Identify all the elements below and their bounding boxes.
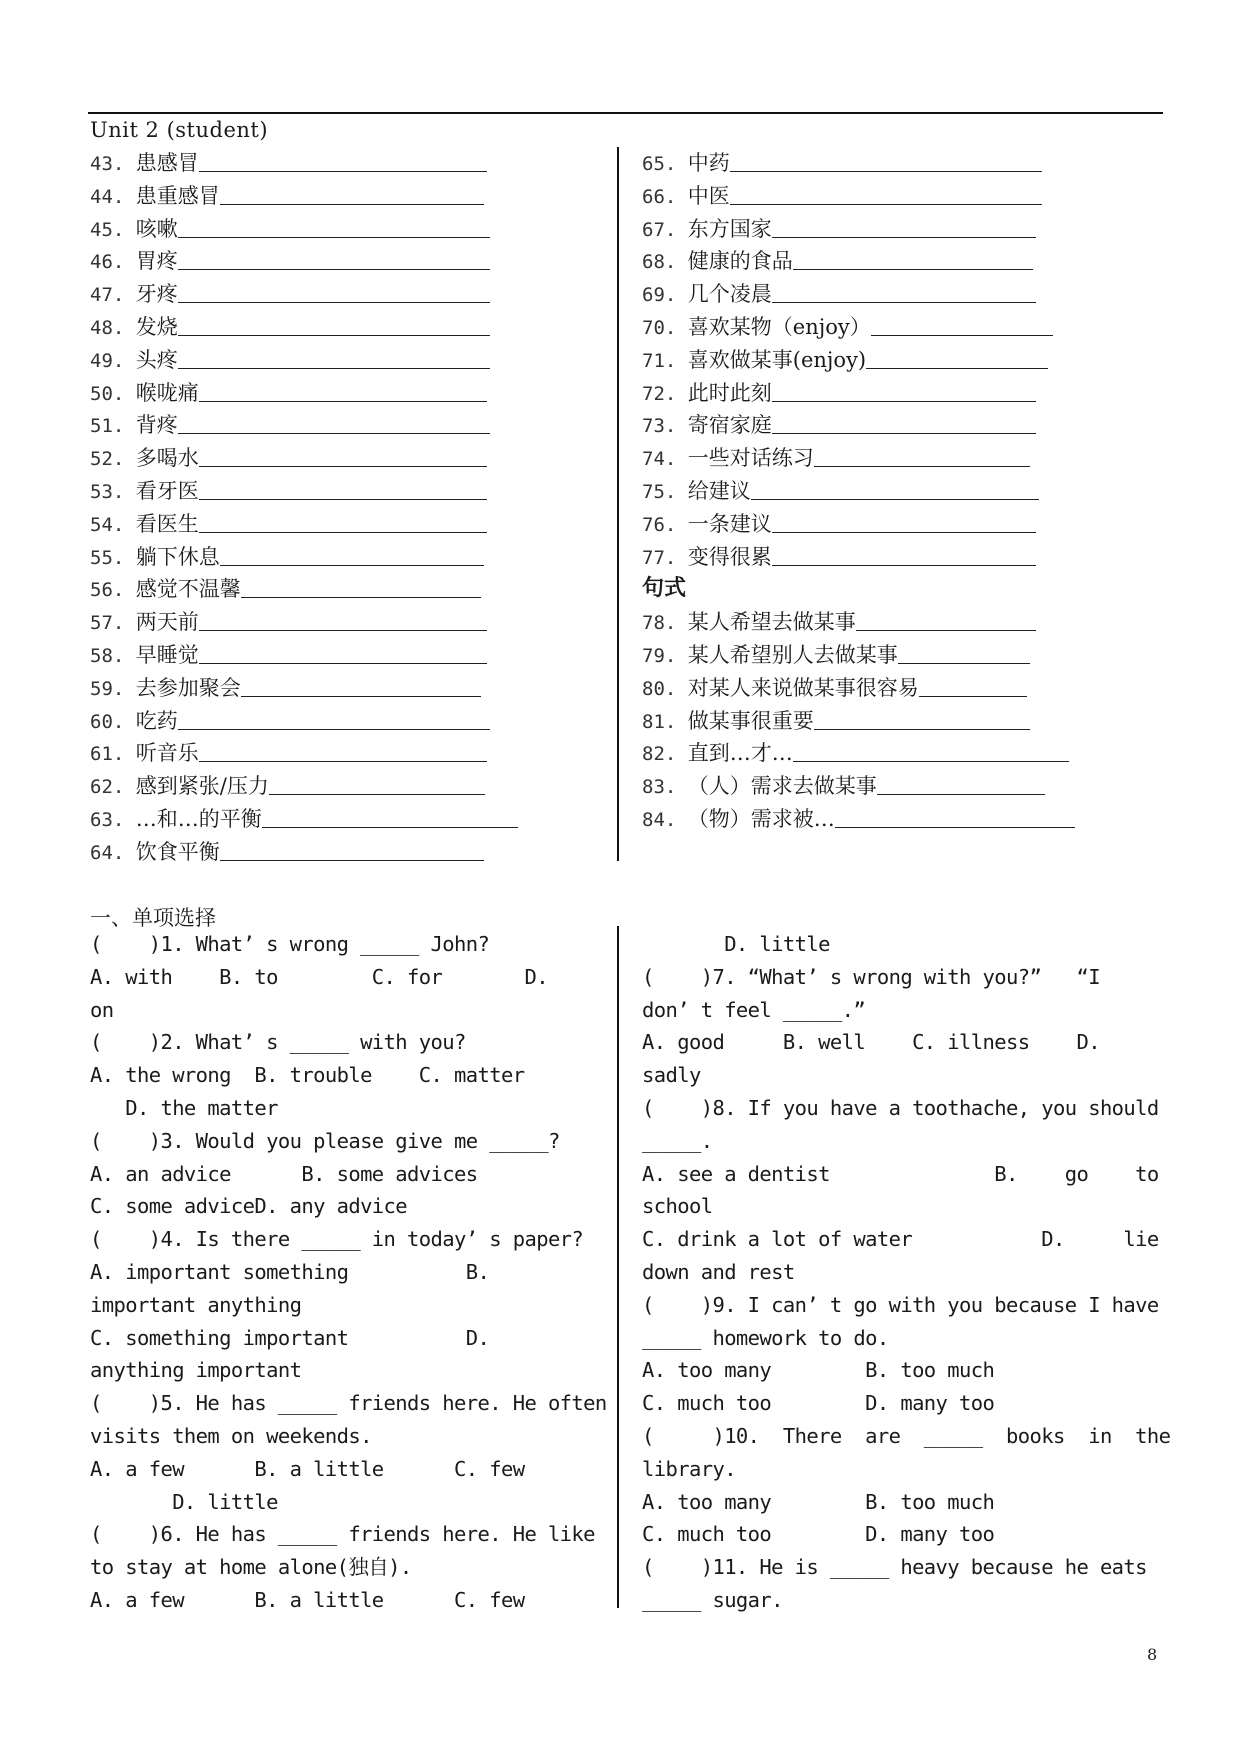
mc-left-column [90, 928, 607, 1617]
item-prompt: 早睡觉 [135, 642, 199, 667]
answer-blank[interactable] [178, 346, 490, 369]
item-prompt: 多喝水 [135, 446, 199, 471]
vocab-item [90, 278, 518, 311]
question-line: to stay at home alone(独自). [90, 1555, 412, 1580]
vocab-item [90, 639, 518, 672]
question-line: C. drink a lot of water D. lie [642, 1227, 1159, 1252]
answer-blank[interactable] [772, 215, 1036, 238]
answer-blank[interactable] [199, 510, 487, 533]
question-line: D. little [90, 1489, 278, 1514]
item-number: 45. [90, 218, 136, 241]
item-prompt: 某人希望别人去做某事 [687, 642, 898, 667]
question-line: ( )3. Would you please give me _____? [90, 1128, 560, 1153]
item-prompt: 牙疼 [135, 282, 178, 307]
answer-blank[interactable] [220, 543, 484, 566]
vocab-item [642, 737, 1075, 770]
question-line: ( )2. What’ s _____ with you? [90, 1030, 466, 1055]
answer-blank[interactable] [262, 805, 518, 828]
item-prompt: 对某人来说做某事很容易 [687, 675, 919, 700]
item-number: 73. [642, 415, 688, 438]
question-line: C. much too D. many too [642, 1522, 995, 1547]
answer-blank[interactable] [793, 247, 1033, 270]
answer-blank[interactable] [814, 707, 1030, 730]
vocab-item [90, 311, 518, 344]
answer-blank[interactable] [772, 510, 1036, 533]
question-line: library. [642, 1456, 736, 1481]
item-prompt: 躺下休息 [135, 544, 220, 569]
vocab-item [642, 672, 1075, 705]
item-number: 71. [642, 349, 688, 372]
page-number: 8 [1147, 1645, 1158, 1664]
vocab-item [642, 803, 1075, 836]
item-prompt: 喉咙痛 [135, 380, 199, 405]
vocab-item [642, 508, 1075, 541]
question-line: A. too many B. too much [642, 1489, 995, 1514]
question-line: ( )11. He is _____ heavy because he eats [642, 1555, 1147, 1580]
answer-blank[interactable] [241, 674, 481, 697]
question-line: _____ sugar. [642, 1587, 783, 1612]
vocab-item [642, 541, 1075, 574]
answer-blank[interactable] [866, 346, 1048, 369]
item-number: 58. [90, 644, 136, 667]
item-number: 70. [642, 316, 688, 339]
vocab-item [642, 606, 1075, 639]
answer-blank[interactable] [772, 411, 1036, 434]
vocab-item [90, 705, 518, 738]
item-number: 59. [90, 677, 136, 700]
item-prompt: 中药 [687, 151, 730, 175]
question-line: on [90, 997, 114, 1022]
vocab-item [90, 737, 518, 770]
item-number: 67. [642, 218, 688, 241]
answer-blank[interactable] [772, 543, 1036, 566]
vocab-right-column [642, 147, 1075, 836]
item-number: 48. [90, 316, 136, 339]
item-prompt: 咳嗽 [135, 216, 178, 241]
unit-title: Unit 2 (student) [90, 118, 269, 142]
item-prompt: 患重感冒 [135, 183, 220, 208]
question-line: ( )6. He has _____ friends here. He like [90, 1522, 595, 1547]
answer-blank[interactable] [178, 313, 490, 336]
item-prompt: 看医生 [135, 511, 199, 536]
item-number: 57. [90, 612, 136, 635]
item-number: 47. [90, 284, 136, 307]
item-prompt: …和…的平衡 [135, 806, 262, 831]
answer-blank[interactable] [178, 707, 490, 730]
vocab-item [642, 245, 1075, 278]
answer-blank[interactable] [199, 149, 487, 172]
vocab-item [90, 541, 518, 574]
question-line: A. important something B. [90, 1259, 490, 1284]
item-number: 56. [90, 579, 136, 602]
answer-blank[interactable] [877, 772, 1045, 795]
answer-blank[interactable] [751, 477, 1039, 500]
question-line: down and rest [642, 1259, 795, 1284]
item-number: 68. [642, 251, 688, 274]
vocab-item [90, 475, 518, 508]
item-prompt: 喜欢某物（enjoy） [687, 314, 871, 339]
vocab-item [90, 377, 518, 410]
item-number: 61. [90, 743, 136, 766]
item-number: 54. [90, 513, 136, 536]
question-line: _____. [642, 1128, 713, 1153]
answer-blank[interactable] [835, 805, 1075, 828]
question-line: A. a few B. a little C. few [90, 1456, 525, 1481]
answer-blank[interactable] [730, 182, 1042, 205]
vocab-item [642, 442, 1075, 475]
question-line: ( )7. “What’ s wrong with you?” “I [642, 964, 1100, 989]
question-line: important anything [90, 1292, 302, 1317]
question-line: don’ t feel _____.” [642, 997, 866, 1022]
vocab-item [90, 508, 518, 541]
vocab-item [90, 213, 518, 246]
item-prompt: 健康的食品 [687, 249, 793, 274]
item-number: 83. [642, 776, 688, 799]
item-number: 62. [90, 776, 136, 799]
vocab-item [642, 180, 1075, 213]
item-number: 65. [642, 153, 688, 175]
item-prompt: 头疼 [135, 347, 178, 372]
question-line: D. little [642, 932, 830, 956]
question-line: C. some adviceD. any advice [90, 1194, 408, 1219]
question-line: ( )4. Is there _____ in today’ s paper? [90, 1227, 584, 1252]
answer-blank[interactable] [898, 641, 1030, 664]
answer-blank[interactable] [220, 182, 484, 205]
vocab-item [642, 147, 1075, 180]
item-prompt: 听音乐 [135, 741, 199, 766]
question-line: C. much too D. many too [642, 1391, 995, 1416]
vocab-item [90, 770, 518, 803]
item-prompt: （物）需求被… [687, 806, 835, 831]
answer-blank[interactable] [919, 674, 1027, 697]
item-prompt: 中医 [687, 183, 730, 208]
item-number: 69. [642, 284, 688, 307]
vocab-item [90, 344, 518, 377]
item-number: 60. [90, 710, 136, 733]
vocab-item [642, 639, 1075, 672]
section-title: 一、单项选择 [90, 906, 216, 930]
vocab-item [642, 475, 1075, 508]
vocab-item [642, 770, 1075, 803]
answer-blank[interactable] [199, 739, 487, 762]
item-prompt: 一条建议 [687, 511, 772, 536]
question-line: _____ homework to do. [642, 1325, 889, 1350]
vocab-item [90, 836, 518, 869]
answer-blank[interactable] [871, 313, 1053, 336]
answer-blank[interactable] [199, 477, 487, 500]
question-line: C. something important D. [90, 1325, 490, 1350]
question-line: A. with B. to C. for D. [90, 964, 548, 989]
question-line: A. too many B. too much [642, 1358, 995, 1383]
item-prompt: 饮食平衡 [135, 839, 220, 864]
question-line: A. an advice B. some advices [90, 1161, 478, 1186]
vocab-item [642, 213, 1075, 246]
answer-blank[interactable] [730, 149, 1042, 172]
answer-blank[interactable] [199, 379, 487, 402]
question-line: visits them on weekends. [90, 1423, 372, 1448]
question-line: ( )5. He has _____ friends here. He often [90, 1391, 607, 1416]
item-number: 74. [642, 448, 688, 471]
item-number: 80. [642, 677, 688, 700]
question-line: D. the matter [90, 1095, 278, 1120]
item-number: 55. [90, 546, 136, 569]
vocab-item [642, 278, 1075, 311]
item-number: 66. [642, 185, 688, 208]
item-prompt: 直到…才… [687, 741, 793, 766]
answer-blank[interactable] [199, 641, 487, 664]
item-prompt: 患感冒 [135, 151, 199, 175]
question-line: school [642, 1194, 713, 1219]
item-prompt: 变得很累 [687, 544, 772, 569]
answer-blank[interactable] [772, 280, 1036, 303]
answer-blank[interactable] [178, 280, 490, 303]
item-number: 53. [90, 480, 136, 503]
answer-blank[interactable] [178, 411, 490, 434]
vocab-item [90, 803, 518, 836]
question-line: anything important [90, 1358, 302, 1383]
question-line: A. see a dentist B. go to [642, 1161, 1159, 1186]
item-prompt: 东方国家 [687, 216, 772, 241]
item-number: 78. [642, 612, 688, 635]
answer-blank[interactable] [199, 608, 487, 631]
item-number: 76. [642, 513, 688, 536]
item-prompt: 几个凌晨 [687, 282, 772, 307]
item-number: 79. [642, 644, 688, 667]
item-number: 43. [90, 153, 136, 175]
item-number: 75. [642, 480, 688, 503]
item-number: 84. [642, 808, 688, 831]
item-number: 50. [90, 382, 136, 405]
item-prompt: 做某事很重要 [687, 708, 814, 733]
vocab-item [90, 147, 518, 180]
item-prompt: 感到紧张/压力 [135, 774, 269, 799]
question-line: sadly [642, 1063, 701, 1088]
item-number: 72. [642, 382, 688, 405]
item-prompt: 感觉不温馨 [135, 577, 241, 602]
item-number: 82. [642, 743, 688, 766]
answer-blank[interactable] [814, 444, 1030, 467]
question-line: A. a few B. a little C. few [90, 1587, 525, 1612]
column-divider-top [617, 147, 619, 861]
item-prompt: 此时此刻 [687, 380, 772, 405]
question-line: ( )8. If you have a toothache, you should [642, 1095, 1159, 1120]
item-number: 49. [90, 349, 136, 372]
item-number: 52. [90, 448, 136, 471]
vocab-item [642, 311, 1075, 344]
vocab-item [90, 672, 518, 705]
answer-blank[interactable] [220, 838, 484, 861]
item-prompt: 某人希望去做某事 [687, 610, 856, 635]
item-number: 46. [90, 251, 136, 274]
vocab-item [642, 377, 1075, 410]
answer-blank[interactable] [241, 575, 481, 598]
item-number: 63. [90, 808, 136, 831]
answer-blank[interactable] [772, 379, 1036, 402]
item-prompt: 吃药 [135, 708, 178, 733]
top-rule [88, 112, 1163, 114]
item-prompt: 寄宿家庭 [687, 413, 772, 438]
column-divider-bottom [617, 926, 619, 1608]
question-line: ( )1. What’ s wrong _____ John? [90, 932, 490, 956]
item-prompt: 背疼 [135, 413, 178, 438]
vocab-left-column [90, 147, 518, 869]
answer-blank[interactable] [178, 247, 490, 270]
answer-blank[interactable] [856, 608, 1036, 631]
item-number: 64. [90, 841, 136, 864]
item-prompt: 发烧 [135, 314, 178, 339]
item-number: 77. [642, 546, 688, 569]
sentence-heading: 句式 [642, 576, 687, 602]
item-prompt: （人）需求去做某事 [687, 774, 877, 799]
answer-blank[interactable] [793, 739, 1069, 762]
item-number: 44. [90, 185, 136, 208]
item-prompt: 给建议 [687, 478, 751, 503]
question-line: ( )10. There are _____ books in the [642, 1423, 1171, 1448]
vocab-item [90, 606, 518, 639]
item-number: 81. [642, 710, 688, 733]
item-prompt: 胃疼 [135, 249, 178, 274]
item-prompt: 两天前 [135, 610, 199, 635]
mc-right-column [642, 928, 1170, 1617]
vocab-item [90, 573, 518, 606]
answer-blank[interactable] [199, 444, 487, 467]
question-line: A. the wrong B. trouble C. matter [90, 1063, 525, 1088]
vocab-item [90, 180, 518, 213]
question-line: A. good B. well C. illness D. [642, 1030, 1100, 1055]
vocab-item [90, 442, 518, 475]
item-prompt: 看牙医 [135, 478, 199, 503]
vocab-item [642, 705, 1075, 738]
question-line: ( )9. I can’ t go with you because I have [642, 1292, 1159, 1317]
vocab-item [642, 344, 1075, 377]
item-number: 51. [90, 415, 136, 438]
vocab-item [642, 409, 1075, 442]
item-prompt: 去参加聚会 [135, 675, 241, 700]
item-prompt: 一些对话练习 [687, 446, 814, 471]
vocab-item [90, 245, 518, 278]
vocab-item [90, 409, 518, 442]
answer-blank[interactable] [178, 215, 490, 238]
answer-blank[interactable] [269, 772, 485, 795]
item-prompt: 喜欢做某事(enjoy) [687, 347, 867, 372]
